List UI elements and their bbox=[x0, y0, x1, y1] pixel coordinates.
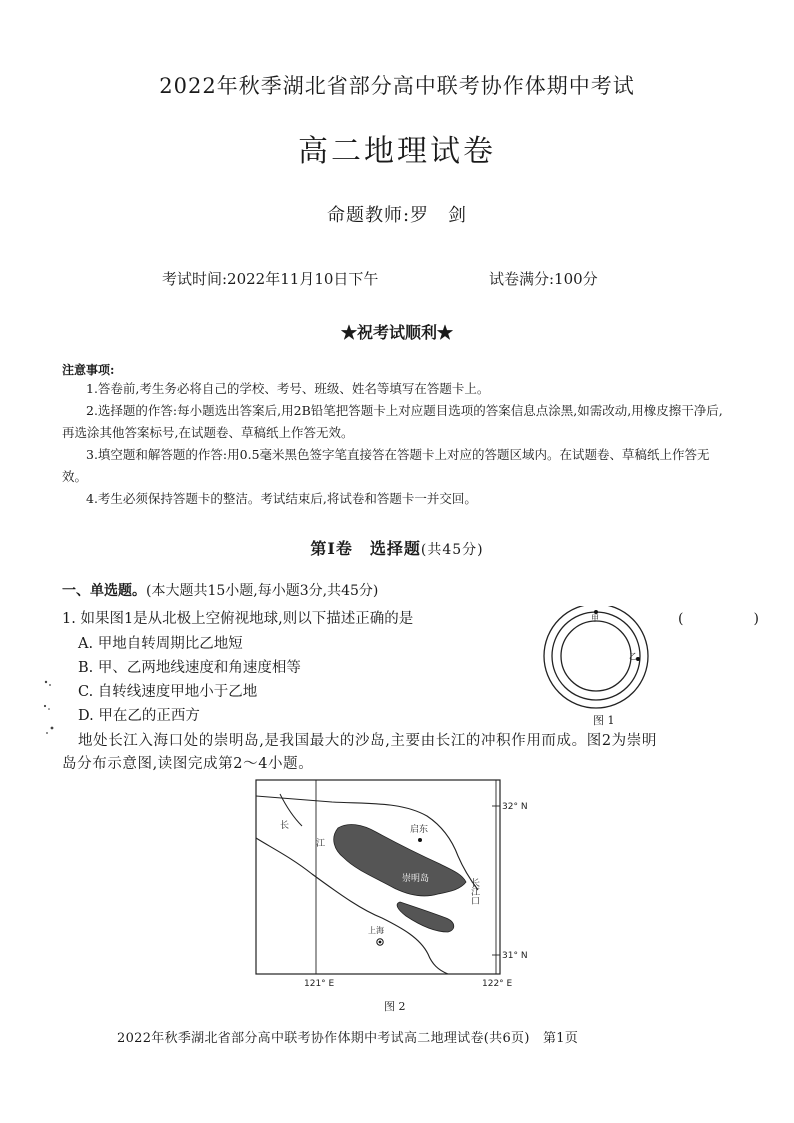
scan-noise-specks bbox=[40, 676, 70, 736]
figure-1-label-jia: 甲 bbox=[591, 614, 599, 623]
section-title: 第Ⅰ卷 选择题 bbox=[310, 539, 421, 558]
figure-1-label-yi: 乙 bbox=[629, 652, 637, 661]
figure-1-concentric-circles bbox=[532, 606, 662, 714]
map-label-qidong: 启东 bbox=[410, 825, 429, 835]
map-label-chang: 长 bbox=[280, 821, 290, 831]
map-label-estuary: 长江口 bbox=[469, 878, 479, 905]
question-1-option-b: B. 甲、乙两地线速度和角速度相等 bbox=[78, 660, 301, 676]
lat-label-32n: 32° N bbox=[502, 802, 528, 812]
qidong-marker bbox=[418, 838, 422, 842]
map-label-jiang: 江 bbox=[316, 839, 326, 849]
part-label: 一、单选题。 bbox=[62, 583, 146, 599]
answer-parentheses: ( ) bbox=[678, 611, 787, 627]
author-line: 命题教师:罗 剑 bbox=[326, 205, 468, 226]
section-subtitle: (共45分) bbox=[420, 542, 484, 558]
notes-title: 注意事项: bbox=[62, 363, 115, 377]
question-1-option-d: D. 甲在乙的正西方 bbox=[78, 708, 200, 724]
question-1-option-c: C. 自转线速度甲地小于乙地 bbox=[78, 684, 258, 700]
figure-2-caption: 图 2 bbox=[384, 1000, 406, 1013]
figure-2-chongming-map bbox=[252, 778, 542, 993]
exam-time: 考试时间:2022年11月10日下午 bbox=[162, 270, 379, 288]
map-label-island: 崇明岛 bbox=[402, 874, 430, 884]
map-label-shanghai: 上海 bbox=[368, 926, 384, 935]
lon-label-121e: 121° E bbox=[304, 979, 335, 989]
lat-label-31n: 31° N bbox=[502, 951, 528, 961]
question-1-option-a: A. 甲地自转周期比乙地短 bbox=[78, 636, 243, 652]
note-item: 4.考生必须保持答题卡的整洁。考试结束后,将试卷和答题卡一并交回。 bbox=[86, 491, 477, 506]
section-heading bbox=[0, 536, 794, 559]
page-footer: 2022年秋季湖北省部分高中联考协作体期中考试高二地理试卷(共6页) 第1页 bbox=[117, 1031, 579, 1046]
part-heading bbox=[62, 580, 378, 600]
lon-label-122e: 122° E bbox=[482, 979, 513, 989]
intro-line-1: 地处长江入海口处的崇明岛,是我国最大的沙岛,主要由长江的冲积作用而成。图2为崇明 bbox=[78, 733, 657, 749]
note-item: 1.答卷前,考生务必将自己的学校、考号、班级、姓名等填写在答题卡上。 bbox=[86, 381, 490, 396]
full-score: 试卷满分:100分 bbox=[489, 270, 598, 288]
paper-title: 高二地理试卷 bbox=[298, 134, 496, 169]
part-description: (本大题共15小题,每小题3分,共45分) bbox=[146, 583, 379, 599]
figure-1-caption: 图 1 bbox=[593, 714, 615, 727]
exam-title: 2022年秋季湖北省部分高中联考协作体期中考试 bbox=[159, 74, 635, 98]
intro-line-2: 岛分布示意图,读图完成第2～4小题。 bbox=[62, 756, 314, 772]
note-item: 3.填空题和解答题的作答:用0.5毫米黑色签字笔直接答在答题卡上对应的答题区域内。在试题卷、草稿纸上作答无效。 bbox=[62, 447, 710, 484]
note-item: 2.选择题的作答:每小题选出答案后,用2B铅笔把答题卡上对应题目选项的答案信息点涂黑,如需改动,用橡皮擦干净后,再选涂其他答案标号,在试题卷、草稿纸上作答无效。 bbox=[62, 403, 723, 440]
question-1-stem: 1. 如果图1是从北极上空俯视地球,则以下描述正确的是 bbox=[62, 611, 414, 627]
good-luck-banner: ★祝考试顺利★ bbox=[340, 323, 453, 342]
